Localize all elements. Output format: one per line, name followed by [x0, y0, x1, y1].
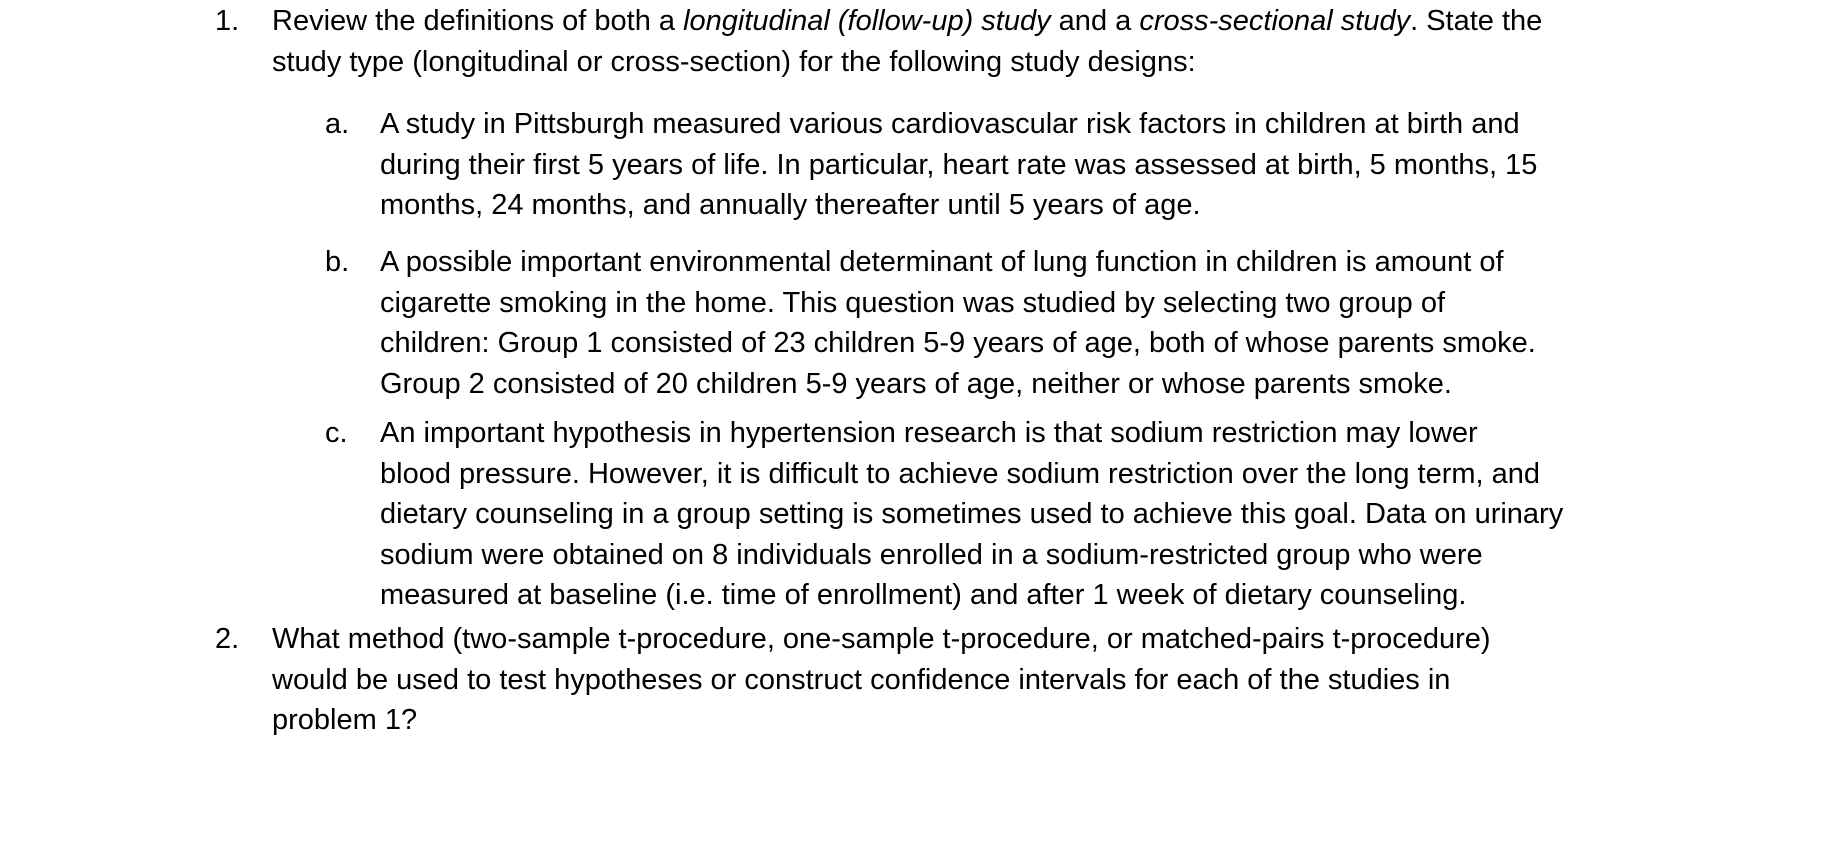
subitem-a: [325, 104, 1635, 226]
question-line: study type (longitudinal or cross-section) for the following study designs:: [272, 45, 1196, 78]
text-segment: Review the definitions of both a: [272, 5, 684, 37]
subitem-line: children: Group 1 consisted of 23 children 5-9 years of age, both of whose parents smoke.: [380, 327, 1536, 359]
subitem-b: [325, 242, 1635, 404]
question-line: What method (two-sample t-procedure, one-sample t-procedure, or matched-pairs t-procedure): [272, 623, 1491, 655]
subitem-text: [380, 413, 1635, 616]
question-line: [272, 1, 1665, 42]
subitem-line: cigarette smoking in the home. This question was studied by selecting two group of: [380, 286, 1445, 319]
question-text: [272, 1, 1665, 82]
question-2: [215, 619, 1665, 741]
text-segment: . State the: [1410, 5, 1543, 37]
subitem-line: months, 24 months, and annually thereafter until 5 years of age.: [380, 189, 1201, 221]
subitem-letter: b.: [325, 246, 350, 278]
question-number: 1.: [215, 5, 240, 37]
subitem-line: dietary counseling in a group setting is sometimes used to achieve this goal. Data on urinary: [380, 498, 1564, 530]
question-line: problem 1?: [272, 704, 418, 736]
subitem-line: blood pressure. However, it is difficult to achieve sodium restriction over the long term, and: [380, 457, 1541, 490]
subitem-letter: c.: [325, 417, 348, 449]
italic-term: cross-sectional study: [1139, 5, 1411, 37]
subitem-c: [325, 413, 1635, 616]
subitem-text: [380, 104, 1635, 226]
subitem-text: [380, 242, 1635, 404]
question-number: 2.: [215, 623, 240, 655]
subitem-line: An important hypothesis in hypertension research is that sodium restriction may lower: [380, 417, 1478, 449]
subitem-line: during their first 5 years of life. In particular, heart rate was assessed at birth, 5 months, 15: [380, 148, 1538, 181]
question-line: would be used to test hypotheses or construct confidence intervals for each of the studies in: [272, 663, 1451, 696]
subitem-letter: a.: [325, 108, 350, 140]
subitem-line: Group 2 consisted of 20 children 5-9 years of age, neither or whose parents smoke.: [380, 367, 1452, 400]
question-text: [272, 619, 1665, 741]
subitem-line: A study in Pittsburgh measured various cardiovascular risk factors in children at birth and: [380, 108, 1520, 140]
subitem-line: A possible important environmental determinant of lung function in children is amount of: [380, 246, 1504, 278]
subitem-line: sodium were obtained on 8 individuals enrolled in a sodium-restricted group who were: [380, 538, 1483, 571]
italic-term: longitudinal (follow-up) study: [683, 5, 1051, 37]
subitem-line: measured at baseline (i.e. time of enrollment) and after 1 week of dietary counseling.: [380, 579, 1467, 611]
text-segment: and a: [1050, 5, 1140, 37]
question-1: [215, 1, 1665, 82]
